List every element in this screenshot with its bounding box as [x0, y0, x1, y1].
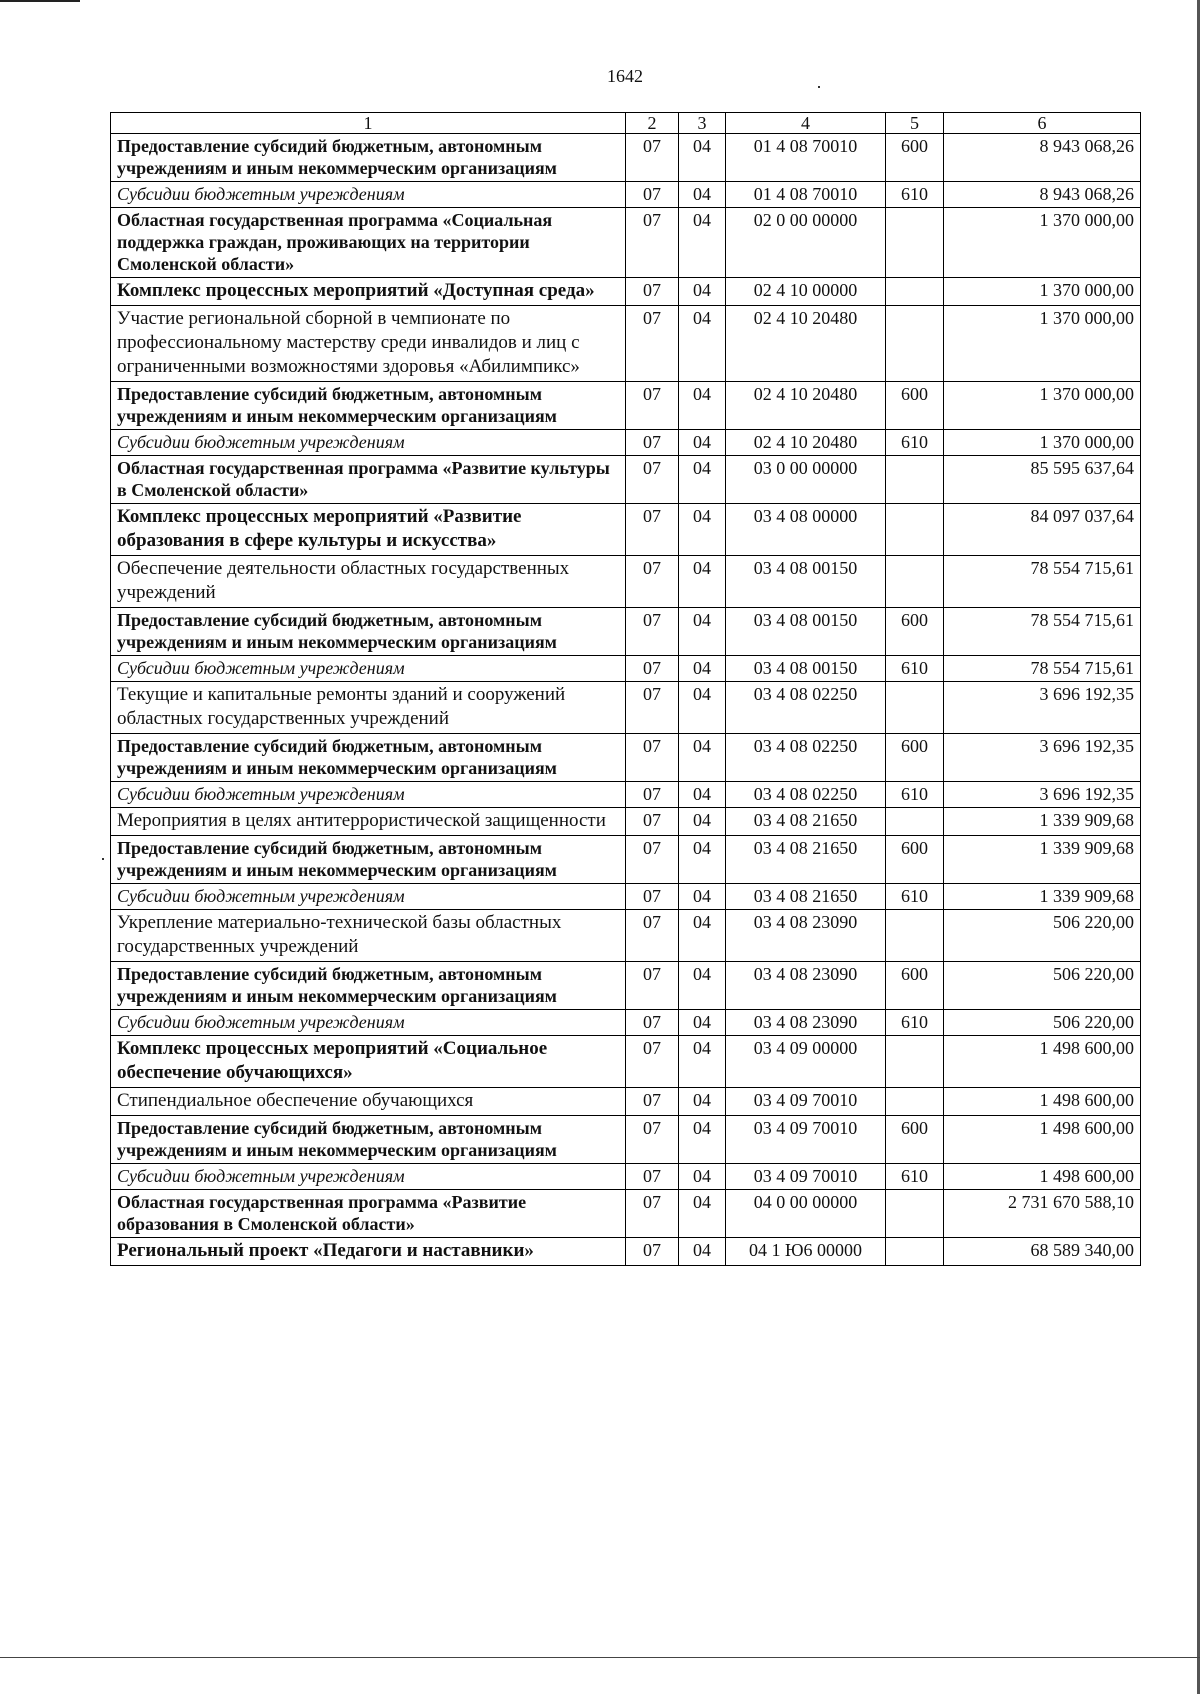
expense-type-code-cell: 600	[886, 382, 944, 430]
item-name-cell: Субсидии бюджетным учреждениям	[111, 782, 626, 808]
subsection-code-cell: 04	[679, 836, 726, 884]
scan-edge-line	[0, 0, 80, 2]
table-row	[111, 504, 1141, 556]
subsection-code-cell: 04	[679, 430, 726, 456]
subsection-code-cell: 04	[679, 556, 726, 608]
amount-cell: 1 498 600,00	[944, 1116, 1141, 1164]
header-row	[111, 113, 1141, 134]
target-article-code-cell: 03 4 08 02250	[726, 682, 886, 734]
table-row	[111, 836, 1141, 884]
subsection-code-cell: 04	[679, 1190, 726, 1238]
amount-cell: 8 943 068,26	[944, 134, 1141, 182]
header-cell: 1	[111, 113, 626, 134]
item-name-cell: Субсидии бюджетным учреждениям	[111, 884, 626, 910]
scan-edge-line	[0, 1657, 1200, 1658]
section-code-cell: 07	[626, 1088, 679, 1116]
target-article-code-cell: 03 4 08 23090	[726, 1010, 886, 1036]
subsection-code-cell: 04	[679, 1088, 726, 1116]
table-row	[111, 1190, 1141, 1238]
target-article-code-cell: 02 4 10 20480	[726, 306, 886, 382]
subsection-code-cell: 04	[679, 456, 726, 504]
header-cell: 3	[679, 113, 726, 134]
target-article-code-cell: 03 4 08 02250	[726, 734, 886, 782]
expense-type-code-cell: 600	[886, 734, 944, 782]
expense-type-code-cell	[886, 1190, 944, 1238]
table-row	[111, 456, 1141, 504]
item-name-cell: Предоставление субсидий бюджетным, автономным учреждениям и иным некоммерческим организациям	[111, 962, 626, 1010]
section-code-cell: 07	[626, 556, 679, 608]
amount-cell: 1 339 909,68	[944, 808, 1141, 836]
target-article-code-cell: 03 4 09 00000	[726, 1036, 886, 1088]
expense-type-code-cell: 600	[886, 134, 944, 182]
table-row	[111, 1036, 1141, 1088]
target-article-code-cell: 03 4 08 21650	[726, 884, 886, 910]
expense-type-code-cell: 600	[886, 608, 944, 656]
table-row	[111, 556, 1141, 608]
expense-type-code-cell	[886, 306, 944, 382]
target-article-code-cell: 03 4 08 00150	[726, 656, 886, 682]
table-row	[111, 608, 1141, 656]
target-article-code-cell: 03 4 08 21650	[726, 836, 886, 884]
item-name-cell: Комплекс процессных мероприятий «Развитие образования в сфере культуры и искусства»	[111, 504, 626, 556]
item-name-cell: Областная государственная программа «Развитие образования в Смоленской области»	[111, 1190, 626, 1238]
table-row	[111, 1238, 1141, 1266]
table-row	[111, 1116, 1141, 1164]
expense-type-code-cell: 610	[886, 430, 944, 456]
expense-type-code-cell	[886, 456, 944, 504]
section-code-cell: 07	[626, 910, 679, 962]
item-name-cell: Предоставление субсидий бюджетным, автономным учреждениям и иным некоммерческим организациям	[111, 134, 626, 182]
item-name-cell: Предоставление субсидий бюджетным, автономным учреждениям и иным некоммерческим организациям	[111, 734, 626, 782]
item-name-cell: Комплекс процессных мероприятий «Доступная среда»	[111, 278, 626, 306]
section-code-cell: 07	[626, 134, 679, 182]
subsection-code-cell: 04	[679, 278, 726, 306]
subsection-code-cell: 04	[679, 382, 726, 430]
target-article-code-cell: 02 0 00 00000	[726, 208, 886, 278]
target-article-code-cell: 01 4 08 70010	[726, 182, 886, 208]
item-name-cell: Предоставление субсидий бюджетным, автономным учреждениям и иным некоммерческим организациям	[111, 836, 626, 884]
page-number: 1642	[607, 66, 643, 86]
item-name-cell: Обеспечение деятельности областных государственных учреждений	[111, 556, 626, 608]
section-code-cell: 07	[626, 962, 679, 1010]
expense-type-code-cell: 610	[886, 1164, 944, 1190]
subsection-code-cell: 04	[679, 134, 726, 182]
section-code-cell: 07	[626, 182, 679, 208]
target-article-code-cell: 02 4 10 00000	[726, 278, 886, 306]
table-row	[111, 278, 1141, 306]
subsection-code-cell: 04	[679, 682, 726, 734]
table-row	[111, 430, 1141, 456]
table-row	[111, 208, 1141, 278]
amount-cell: 84 097 037,64	[944, 504, 1141, 556]
item-name-cell: Предоставление субсидий бюджетным, автономным учреждениям и иным некоммерческим организациям	[111, 608, 626, 656]
section-code-cell: 07	[626, 884, 679, 910]
expense-type-code-cell: 600	[886, 1116, 944, 1164]
target-article-code-cell: 02 4 10 20480	[726, 382, 886, 430]
amount-cell: 3 696 192,35	[944, 682, 1141, 734]
expense-type-code-cell: 610	[886, 884, 944, 910]
section-code-cell: 07	[626, 808, 679, 836]
amount-cell: 3 696 192,35	[944, 734, 1141, 782]
target-article-code-cell: 03 4 08 23090	[726, 962, 886, 1010]
expense-type-code-cell: 610	[886, 182, 944, 208]
section-code-cell: 07	[626, 1010, 679, 1036]
item-name-cell: Субсидии бюджетным учреждениям	[111, 656, 626, 682]
item-name-cell: Стипендиальное обеспечение обучающихся	[111, 1088, 626, 1116]
expense-type-code-cell: 610	[886, 782, 944, 808]
item-name-cell: Комплекс процессных мероприятий «Социальное обеспечение обучающихся»	[111, 1036, 626, 1088]
table-row	[111, 962, 1141, 1010]
expense-type-code-cell	[886, 1238, 944, 1266]
amount-cell: 8 943 068,26	[944, 182, 1141, 208]
table-row	[111, 682, 1141, 734]
item-name-cell: Субсидии бюджетным учреждениям	[111, 430, 626, 456]
section-code-cell: 07	[626, 1116, 679, 1164]
item-name-cell: Участие региональной сборной в чемпионате по профессиональному мастерству среди инвалидов и лиц с ограниченными возможностями здоровья «Абилимпикс»	[111, 306, 626, 382]
amount-cell: 1 370 000,00	[944, 382, 1141, 430]
target-article-code-cell: 03 4 08 21650	[726, 808, 886, 836]
expense-type-code-cell: 610	[886, 656, 944, 682]
item-name-cell: Областная государственная программа «Социальная поддержка граждан, проживающих на территории Смоленской области»	[111, 208, 626, 278]
table-row	[111, 910, 1141, 962]
expense-type-code-cell	[886, 1036, 944, 1088]
table-row	[111, 134, 1141, 182]
section-code-cell: 07	[626, 306, 679, 382]
amount-cell: 78 554 715,61	[944, 608, 1141, 656]
subsection-code-cell: 04	[679, 808, 726, 836]
item-name-cell: Субсидии бюджетным учреждениям	[111, 1010, 626, 1036]
item-name-cell: Предоставление субсидий бюджетным, автономным учреждениям и иным некоммерческим организациям	[111, 382, 626, 430]
expense-type-code-cell	[886, 682, 944, 734]
expense-type-code-cell	[886, 208, 944, 278]
subsection-code-cell: 04	[679, 1036, 726, 1088]
expense-type-code-cell: 610	[886, 1010, 944, 1036]
subsection-code-cell: 04	[679, 208, 726, 278]
amount-cell: 78 554 715,61	[944, 556, 1141, 608]
amount-cell: 1 498 600,00	[944, 1164, 1141, 1190]
item-name-cell: Укрепление материально-технической базы областных государственных учреждений	[111, 910, 626, 962]
amount-cell: 2 731 670 588,10	[944, 1190, 1141, 1238]
subsection-code-cell: 04	[679, 910, 726, 962]
subsection-code-cell: 04	[679, 1116, 726, 1164]
expense-type-code-cell	[886, 910, 944, 962]
amount-cell: 1 370 000,00	[944, 306, 1141, 382]
expense-type-code-cell: 600	[886, 962, 944, 1010]
subsection-code-cell: 04	[679, 734, 726, 782]
amount-cell: 3 696 192,35	[944, 782, 1141, 808]
section-code-cell: 07	[626, 430, 679, 456]
section-code-cell: 07	[626, 1238, 679, 1266]
section-code-cell: 07	[626, 504, 679, 556]
target-article-code-cell: 01 4 08 70010	[726, 134, 886, 182]
section-code-cell: 07	[626, 1036, 679, 1088]
table-row	[111, 182, 1141, 208]
table-row	[111, 382, 1141, 430]
subsection-code-cell: 04	[679, 1164, 726, 1190]
target-article-code-cell: 02 4 10 20480	[726, 430, 886, 456]
target-article-code-cell: 03 4 09 70010	[726, 1116, 886, 1164]
amount-cell: 1 498 600,00	[944, 1036, 1141, 1088]
subsection-code-cell: 04	[679, 962, 726, 1010]
target-article-code-cell: 03 4 08 23090	[726, 910, 886, 962]
target-article-code-cell: 03 4 08 00150	[726, 556, 886, 608]
section-code-cell: 07	[626, 682, 679, 734]
section-code-cell: 07	[626, 382, 679, 430]
table-row	[111, 306, 1141, 382]
amount-cell: 1 370 000,00	[944, 278, 1141, 306]
target-article-code-cell: 03 4 08 00000	[726, 504, 886, 556]
subsection-code-cell: 04	[679, 182, 726, 208]
section-code-cell: 07	[626, 836, 679, 884]
section-code-cell: 07	[626, 208, 679, 278]
section-code-cell: 07	[626, 456, 679, 504]
target-article-code-cell: 03 0 00 00000	[726, 456, 886, 504]
subsection-code-cell: 04	[679, 306, 726, 382]
amount-cell: 68 589 340,00	[944, 1238, 1141, 1266]
amount-cell: 506 220,00	[944, 1010, 1141, 1036]
amount-cell: 506 220,00	[944, 962, 1141, 1010]
target-article-code-cell: 03 4 09 70010	[726, 1088, 886, 1116]
expense-type-code-cell	[886, 556, 944, 608]
subsection-code-cell: 04	[679, 782, 726, 808]
table-row	[111, 782, 1141, 808]
expense-type-code-cell	[886, 278, 944, 306]
expense-type-code-cell: 600	[886, 836, 944, 884]
target-article-code-cell: 03 4 09 70010	[726, 1164, 886, 1190]
item-name-cell: Субсидии бюджетным учреждениям	[111, 182, 626, 208]
item-name-cell: Текущие и капитальные ремонты зданий и сооружений областных государственных учреждений	[111, 682, 626, 734]
table-row	[111, 656, 1141, 682]
item-name-cell: Субсидии бюджетным учреждениям	[111, 1164, 626, 1190]
section-code-cell: 07	[626, 1164, 679, 1190]
amount-cell: 78 554 715,61	[944, 656, 1141, 682]
table-row	[111, 884, 1141, 910]
expense-type-code-cell	[886, 808, 944, 836]
subsection-code-cell: 04	[679, 608, 726, 656]
table-row	[111, 734, 1141, 782]
subsection-code-cell: 04	[679, 1238, 726, 1266]
target-article-code-cell: 04 0 00 00000	[726, 1190, 886, 1238]
header-cell: 2	[626, 113, 679, 134]
section-code-cell: 07	[626, 656, 679, 682]
header-cell: 6	[944, 113, 1141, 134]
scan-speck	[102, 858, 104, 860]
subsection-code-cell: 04	[679, 1010, 726, 1036]
section-code-cell: 07	[626, 1190, 679, 1238]
subsection-code-cell: 04	[679, 656, 726, 682]
table-row	[111, 1088, 1141, 1116]
amount-cell: 1 339 909,68	[944, 836, 1141, 884]
subsection-code-cell: 04	[679, 504, 726, 556]
target-article-code-cell: 04 1 Ю6 00000	[726, 1238, 886, 1266]
item-name-cell: Предоставление субсидий бюджетным, автономным учреждениям и иным некоммерческим организациям	[111, 1116, 626, 1164]
header-cell: 5	[886, 113, 944, 134]
section-code-cell: 07	[626, 734, 679, 782]
item-name-cell: Мероприятия в целях антитеррористической защищенности	[111, 808, 626, 836]
subsection-code-cell: 04	[679, 884, 726, 910]
table-row	[111, 1010, 1141, 1036]
amount-cell: 1 339 909,68	[944, 884, 1141, 910]
amount-cell: 1 498 600,00	[944, 1088, 1141, 1116]
amount-cell: 85 595 637,64	[944, 456, 1141, 504]
amount-cell: 506 220,00	[944, 910, 1141, 962]
item-name-cell: Региональный проект «Педагоги и наставники»	[111, 1238, 626, 1266]
expense-type-code-cell	[886, 1088, 944, 1116]
table-row	[111, 1164, 1141, 1190]
section-code-cell: 07	[626, 782, 679, 808]
budget-table	[110, 112, 1141, 1266]
section-code-cell: 07	[626, 608, 679, 656]
amount-cell: 1 370 000,00	[944, 208, 1141, 278]
header-cell: 4	[726, 113, 886, 134]
item-name-cell: Областная государственная программа «Развитие культуры в Смоленской области»	[111, 456, 626, 504]
table-row	[111, 808, 1141, 836]
section-code-cell: 07	[626, 278, 679, 306]
amount-cell: 1 370 000,00	[944, 430, 1141, 456]
target-article-code-cell: 03 4 08 02250	[726, 782, 886, 808]
expense-type-code-cell	[886, 504, 944, 556]
target-article-code-cell: 03 4 08 00150	[726, 608, 886, 656]
